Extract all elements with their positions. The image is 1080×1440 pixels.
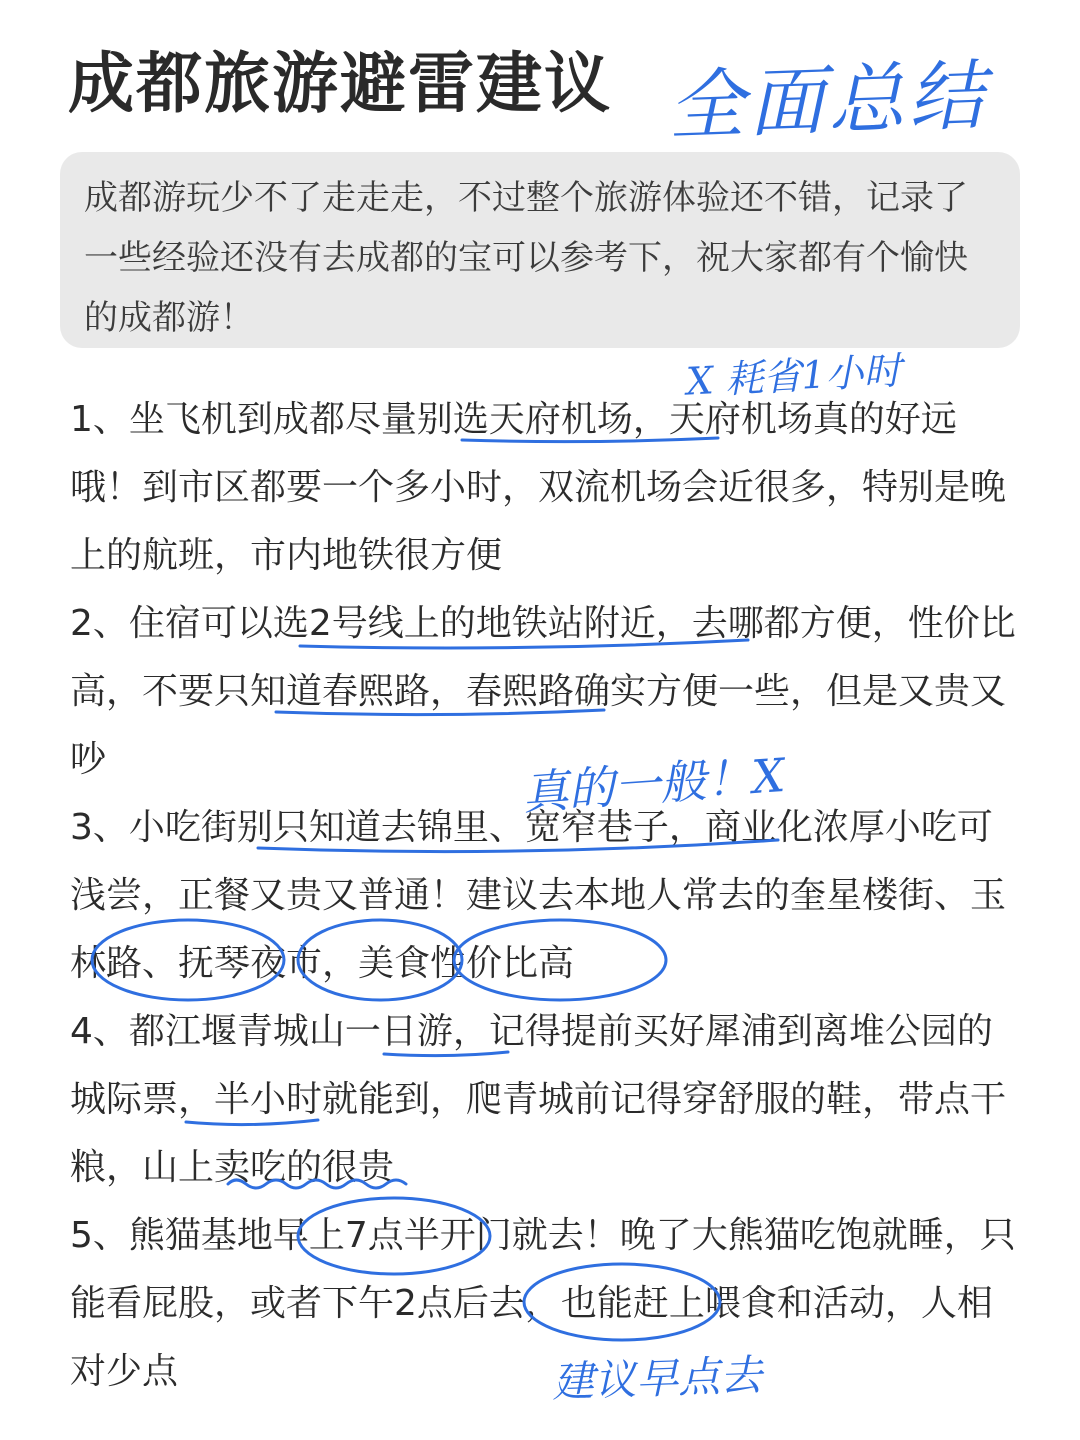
- handwritten-note-airport: X 耗省1小时: [685, 348, 903, 404]
- handwritten-note-panda: 建议早点去: [551, 1350, 763, 1407]
- tip-item: 3、小吃街别只知道去锦里、宽窄巷子，商业化浓厚小吃可浅尝，正餐又贵又普通！建议去本地人常去的奎星楼街、玉林路、抚琴夜市，美食性价比高: [70, 807, 1007, 984]
- tip-item: 5、熊猫基地早上7点半开门就去！晚了大熊猫吃饱就睡，只能看屁股，或者下午2点后去，也能赶上喂食和活动，人相对少点: [70, 1215, 1016, 1392]
- tip-item: 2、住宿可以选2号线上的地铁站附近，去哪都方便，性价比高，不要只知道春熙路，春熙路确实方便一些，但是又贵又吵: [70, 603, 1016, 780]
- tip-item: 1、坐飞机到成都尽量别选天府机场，天府机场真的好远哦！到市区都要一个多小时，双流机场会近很多，特别是晚上的航班，市内地铁很方便: [70, 399, 1007, 576]
- page-title: 成都旅游避雷建议: [68, 45, 612, 122]
- tip-item: 4、都江堰青城山一日游，记得提前买好犀浦到离堆公园的城际票，半小时就能到，爬青城前记得穿舒服的鞋，带点干粮，山上卖吃的很贵: [70, 1011, 1007, 1188]
- intro-text: 成都游玩少不了走走走，不过整个旅游体验还不错，记录了一些经验还没有去成都的宝可以参考下，祝大家都有个愉快的成都游！: [84, 178, 968, 338]
- intro-box: [60, 152, 1020, 348]
- tips-list: [70, 386, 1020, 1406]
- handwritten-title-note: 全面总结: [666, 50, 990, 151]
- handwritten-note-snack-street: 真的一般！X: [520, 747, 787, 821]
